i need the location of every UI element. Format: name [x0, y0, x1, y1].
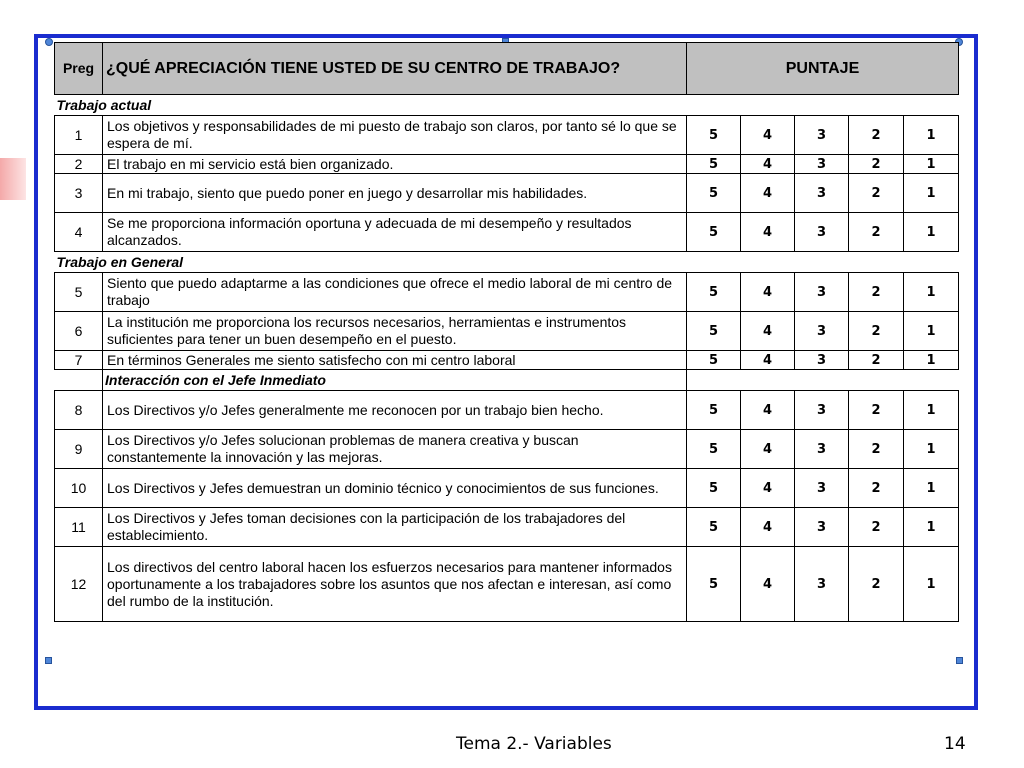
question-number: 6 — [55, 312, 103, 351]
slide-decoration-bar — [0, 158, 26, 200]
score-option-2: 2 — [849, 273, 904, 312]
score-option-4: 4 — [741, 508, 795, 547]
score-option-4: 4 — [741, 351, 795, 370]
score-option-1: 1 — [904, 508, 959, 547]
score-option-3: 3 — [795, 213, 849, 252]
resize-handle-middle-right[interactable] — [956, 657, 963, 664]
question-row — [55, 155, 959, 174]
score-option-5: 5 — [687, 174, 741, 213]
section-score-spacer — [687, 95, 959, 116]
score-option-5: 5 — [687, 508, 741, 547]
score-option-2: 2 — [849, 116, 904, 155]
page-number: 14 — [944, 734, 966, 754]
question-row — [55, 469, 959, 508]
score-option-2: 2 — [849, 430, 904, 469]
section-spacer — [55, 370, 103, 391]
question-number: 1 — [55, 116, 103, 155]
score-option-4: 4 — [741, 391, 795, 430]
score-option-5: 5 — [687, 273, 741, 312]
score-option-4: 4 — [741, 469, 795, 508]
survey-table — [54, 42, 959, 622]
score-option-4: 4 — [741, 155, 795, 174]
score-option-5: 5 — [687, 391, 741, 430]
score-option-1: 1 — [904, 312, 959, 351]
question-text: Los Directivos y Jefes toman decisiones con la participación de los trabajadores del establecimiento. — [103, 508, 687, 547]
question-text: Los Directivos y Jefes demuestran un dominio técnico y conocimientos de sus funciones. — [103, 469, 687, 508]
score-option-3: 3 — [795, 391, 849, 430]
section-title: Interacción con el Jefe Inmediato — [103, 370, 687, 391]
score-option-3: 3 — [795, 547, 849, 622]
question-row — [55, 391, 959, 430]
question-number: 8 — [55, 391, 103, 430]
score-option-5: 5 — [687, 351, 741, 370]
question-number: 12 — [55, 547, 103, 622]
score-option-2: 2 — [849, 312, 904, 351]
score-option-5: 5 — [687, 469, 741, 508]
question-text: En mi trabajo, siento que puedo poner en juego y desarrollar mis habilidades. — [103, 174, 687, 213]
question-number: 3 — [55, 174, 103, 213]
score-option-4: 4 — [741, 174, 795, 213]
score-option-3: 3 — [795, 174, 849, 213]
score-option-3: 3 — [795, 312, 849, 351]
question-row — [55, 430, 959, 469]
section-header-row — [55, 252, 959, 273]
score-option-4: 4 — [741, 430, 795, 469]
score-option-2: 2 — [849, 508, 904, 547]
score-option-1: 1 — [904, 430, 959, 469]
score-option-3: 3 — [795, 155, 849, 174]
score-option-1: 1 — [904, 273, 959, 312]
question-text: Los directivos del centro laboral hacen los esfuerzos necesarios para mantener informados oportunamente a los trabajadores sobre los asuntos que nos afectan e interesan, así como del rumbo de la institución. — [103, 547, 687, 622]
score-option-5: 5 — [687, 312, 741, 351]
section-header-row — [55, 370, 959, 391]
question-text: En términos Generales me siento satisfecho con mi centro laboral — [103, 351, 687, 370]
section-score-spacer — [687, 252, 959, 273]
question-text: Los Directivos y/o Jefes generalmente me reconocen por un trabajo bien hecho. — [103, 391, 687, 430]
score-option-3: 3 — [795, 351, 849, 370]
resize-handle-top-left[interactable] — [45, 38, 53, 46]
question-row — [55, 273, 959, 312]
question-row — [55, 213, 959, 252]
question-number: 2 — [55, 155, 103, 174]
score-option-3: 3 — [795, 469, 849, 508]
score-option-2: 2 — [849, 155, 904, 174]
score-option-5: 5 — [687, 213, 741, 252]
question-number: 11 — [55, 508, 103, 547]
score-option-2: 2 — [849, 174, 904, 213]
score-option-3: 3 — [795, 508, 849, 547]
question-number: 4 — [55, 213, 103, 252]
score-option-1: 1 — [904, 547, 959, 622]
question-header: ¿QUÉ APRECIACIÓN TIENE USTED DE SU CENTRO DE TRABAJO? — [103, 43, 687, 95]
score-option-3: 3 — [795, 116, 849, 155]
footer-title: Tema 2.- Variables — [456, 734, 612, 754]
section-score-spacer — [687, 370, 959, 391]
score-option-5: 5 — [687, 547, 741, 622]
question-row — [55, 508, 959, 547]
score-option-4: 4 — [741, 213, 795, 252]
question-text: Los Directivos y/o Jefes solucionan problemas de manera creativa y buscan constantemente la innovación y las mejoras. — [103, 430, 687, 469]
section-header-row — [55, 95, 959, 116]
question-number: 5 — [55, 273, 103, 312]
score-option-5: 5 — [687, 155, 741, 174]
score-option-4: 4 — [741, 312, 795, 351]
table-header-row — [55, 43, 959, 95]
puntaje-header: PUNTAJE — [687, 43, 959, 95]
score-option-5: 5 — [687, 430, 741, 469]
question-number: 7 — [55, 351, 103, 370]
score-option-2: 2 — [849, 391, 904, 430]
score-option-1: 1 — [904, 351, 959, 370]
question-text: Siento que puedo adaptarme a las condiciones que ofrece el medio laboral de mi centro de trabajo — [103, 273, 687, 312]
score-option-1: 1 — [904, 469, 959, 508]
preg-header: Preg — [55, 43, 103, 95]
question-row — [55, 547, 959, 622]
question-row — [55, 116, 959, 155]
score-option-2: 2 — [849, 351, 904, 370]
question-text: El trabajo en mi servicio está bien organizado. — [103, 155, 687, 174]
question-text: Se me proporciona información oportuna y adecuada de mi desempeño y resultados alcanzados. — [103, 213, 687, 252]
question-text: Los objetivos y responsabilidades de mi puesto de trabajo son claros, por tanto sé lo que se espera de mí. — [103, 116, 687, 155]
resize-handle-middle-left[interactable] — [45, 657, 52, 664]
score-option-3: 3 — [795, 430, 849, 469]
score-option-1: 1 — [904, 213, 959, 252]
score-option-1: 1 — [904, 391, 959, 430]
score-option-2: 2 — [849, 213, 904, 252]
score-option-4: 4 — [741, 547, 795, 622]
question-row — [55, 351, 959, 370]
score-option-4: 4 — [741, 116, 795, 155]
question-row — [55, 312, 959, 351]
score-option-5: 5 — [687, 116, 741, 155]
question-number: 10 — [55, 469, 103, 508]
score-option-2: 2 — [849, 469, 904, 508]
section-title: Trabajo en General — [56, 253, 184, 270]
score-option-4: 4 — [741, 273, 795, 312]
score-option-3: 3 — [795, 273, 849, 312]
score-option-2: 2 — [849, 547, 904, 622]
section-title: Trabajo actual — [56, 96, 152, 113]
question-row — [55, 174, 959, 213]
question-number: 9 — [55, 430, 103, 469]
score-option-1: 1 — [904, 155, 959, 174]
score-option-1: 1 — [904, 116, 959, 155]
score-option-1: 1 — [904, 174, 959, 213]
question-text: La institución me proporciona los recursos necesarios, herramientas e instrumentos suficientes para tener un buen desempeño en el puesto. — [103, 312, 687, 351]
